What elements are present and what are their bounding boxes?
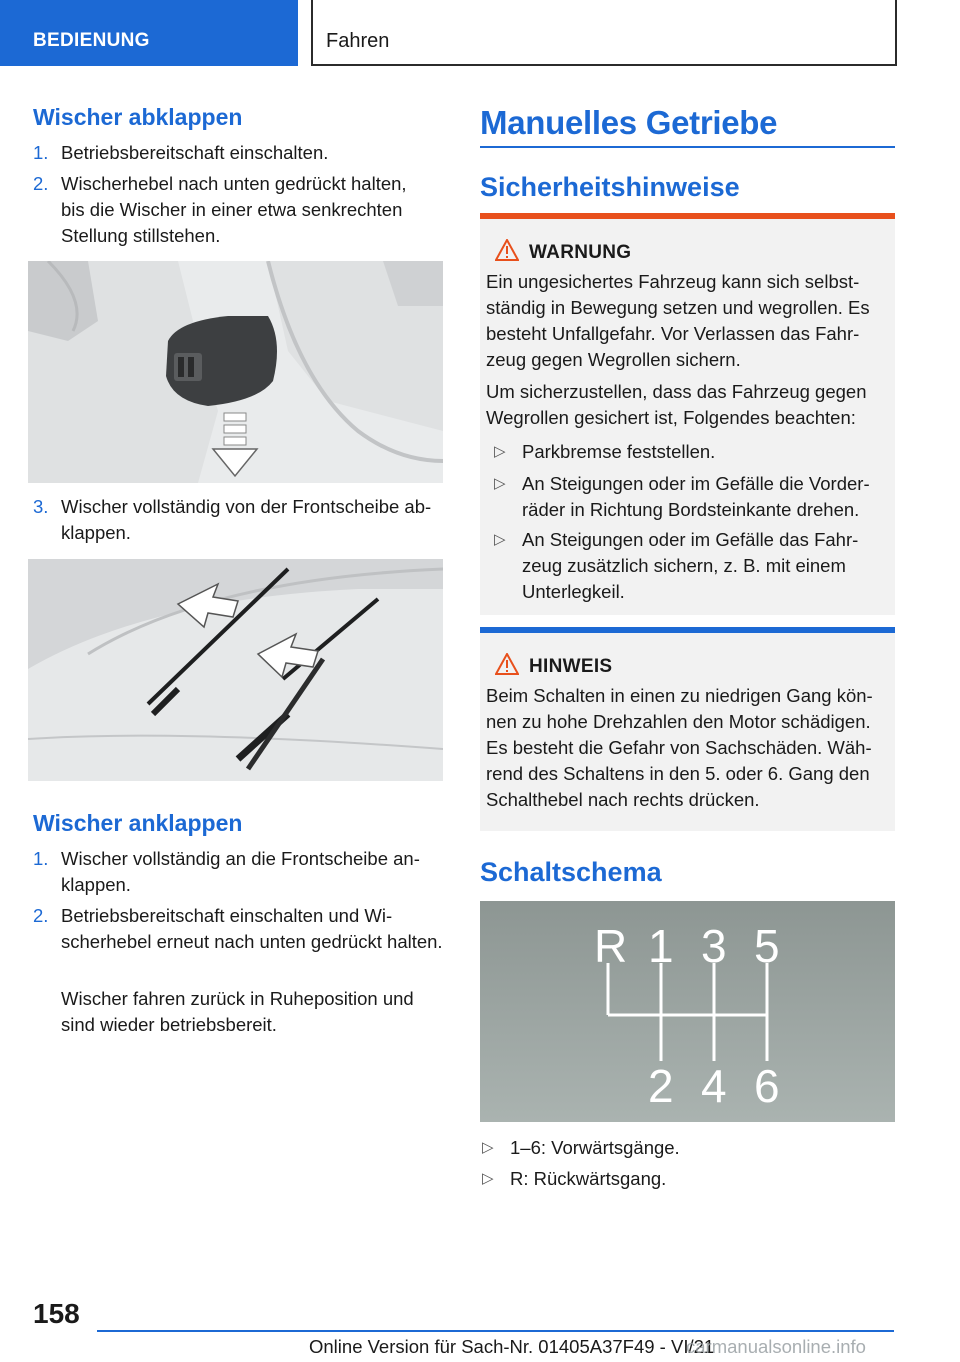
schema-bullet [482,1166,892,1192]
notice-box [480,633,895,831]
bullet-arrow-icon: ▷ [482,1170,494,1187]
warning-bullet [494,527,889,605]
title-rule [480,146,895,148]
warning-text-1: Ein ungesichertes Fahrzeug kann sich selbstständig in Bewegung setzen und wegrollen. Es besteht Unfallgefahr. Vor Verlassen das Fahrzeug gegen Wegrollen sichern. [486,271,870,370]
windshield-wipers-image [28,559,443,781]
gear-label-1: 1 [648,920,674,972]
bullet-text: An Steigungen oder im Gefälle die Vorderräder in Richtung Bordsteinkante drehen. [522,473,870,520]
gear-label-3: 3 [701,920,727,972]
followup-text: Wischer fahren zurück in Ruheposition und sind wieder betriebsbereit. [61,988,414,1035]
section-label: BEDIENUNG [33,30,150,51]
step-number: 1. [33,142,49,163]
step-number: 2. [33,905,49,926]
bullet-text: 1–6: Vorwärtsgänge. [510,1137,680,1158]
list-item [33,140,443,166]
bullet-text: An Steigungen oder im Gefälle das Fahrzeug zusätzlich sichern, z. B. mit einem Unterlegkeil. [522,529,859,602]
step-text: Wischer vollständig an die Frontscheibe anklappen. [61,848,420,895]
bullet-arrow-icon: ▷ [494,443,506,460]
bullet-text: R: Rückwärtsgang. [510,1168,667,1189]
section-tab [0,0,298,66]
gear-label-2: 2 [648,1060,674,1112]
step-text: Wischer vollständig von der Frontscheibe abklappen. [61,496,432,543]
list-item [33,494,445,546]
step-text: Betriebsbereitschaft einschalten. [61,142,329,163]
gear-label-4: 4 [701,1060,727,1112]
step-number: 3. [33,496,49,517]
gear-label-reverse: R [594,920,628,972]
list-item [33,903,443,955]
footer-rule [97,1330,894,1332]
bullet-text: Parkbremse feststellen. [522,441,716,462]
wiper-fold-out-heading: Wischer abklappen [33,104,243,130]
step-number: 1. [33,848,49,869]
notice-triangle-icon [495,653,519,675]
bullet-arrow-icon: ▷ [482,1139,494,1156]
shift-pattern-heading: Schaltschema [480,857,662,887]
list-item [33,846,443,898]
chapter-tab [311,0,897,66]
watermark-text: carmanualsonline.info [686,1336,866,1357]
list-item [33,171,433,249]
step-text: Betriebsbereitschaft einschalten und Wischerhebel erneut nach unten gedrückt halten. [61,905,443,952]
gear-label-6: 6 [754,1060,780,1112]
bullet-arrow-icon: ▷ [494,475,506,492]
bullet-arrow-icon: ▷ [494,531,506,548]
notice-text: Beim Schalten in einen zu niedrigen Gang können zu hohe Drehzahlen den Motor schädigen. Es besteht die Gefahr von Sachschäden. Während des Schaltens in den 5. oder 6. Gang den Schalthebel nach rechts drücken. [486,685,873,810]
chapter-label: Fahren [326,30,390,52]
gear-label-5: 5 [754,920,780,972]
schema-bullet [482,1135,892,1161]
warning-bullet [494,471,889,523]
page-number: 158 [33,1298,80,1329]
step-text: Wischerhebel nach unten gedrückt halten, bis die Wischer in einer etwa senkrechten Stellung stillstehen. [61,173,407,246]
notice-label: HINWEIS [529,656,613,677]
warning-box [480,219,895,615]
wiper-lever-image [28,261,443,483]
safety-heading: Sicherheitshinweise [480,172,740,202]
shift-pattern-diagram [480,901,895,1122]
warning-triangle-icon [495,239,519,261]
wiper-fold-in-heading: Wischer anklappen [33,810,243,836]
page-title: Manuelles Getriebe [480,104,778,141]
wiper-lever-illustration [28,261,443,483]
warning-bullet [494,439,889,465]
online-version-text: Online Version für Sach-Nr. 01405A37F49 - VI/21 [309,1336,715,1357]
step-number: 2. [33,173,49,194]
warning-text-2: Um sicherzustellen, dass das Fahrzeug gegen Wegrollen gesichert ist, Folgendes beachten: [486,381,867,428]
warning-label: WARNUNG [529,242,632,263]
windshield-illustration [28,559,443,781]
shift-pattern-image [480,901,895,1122]
